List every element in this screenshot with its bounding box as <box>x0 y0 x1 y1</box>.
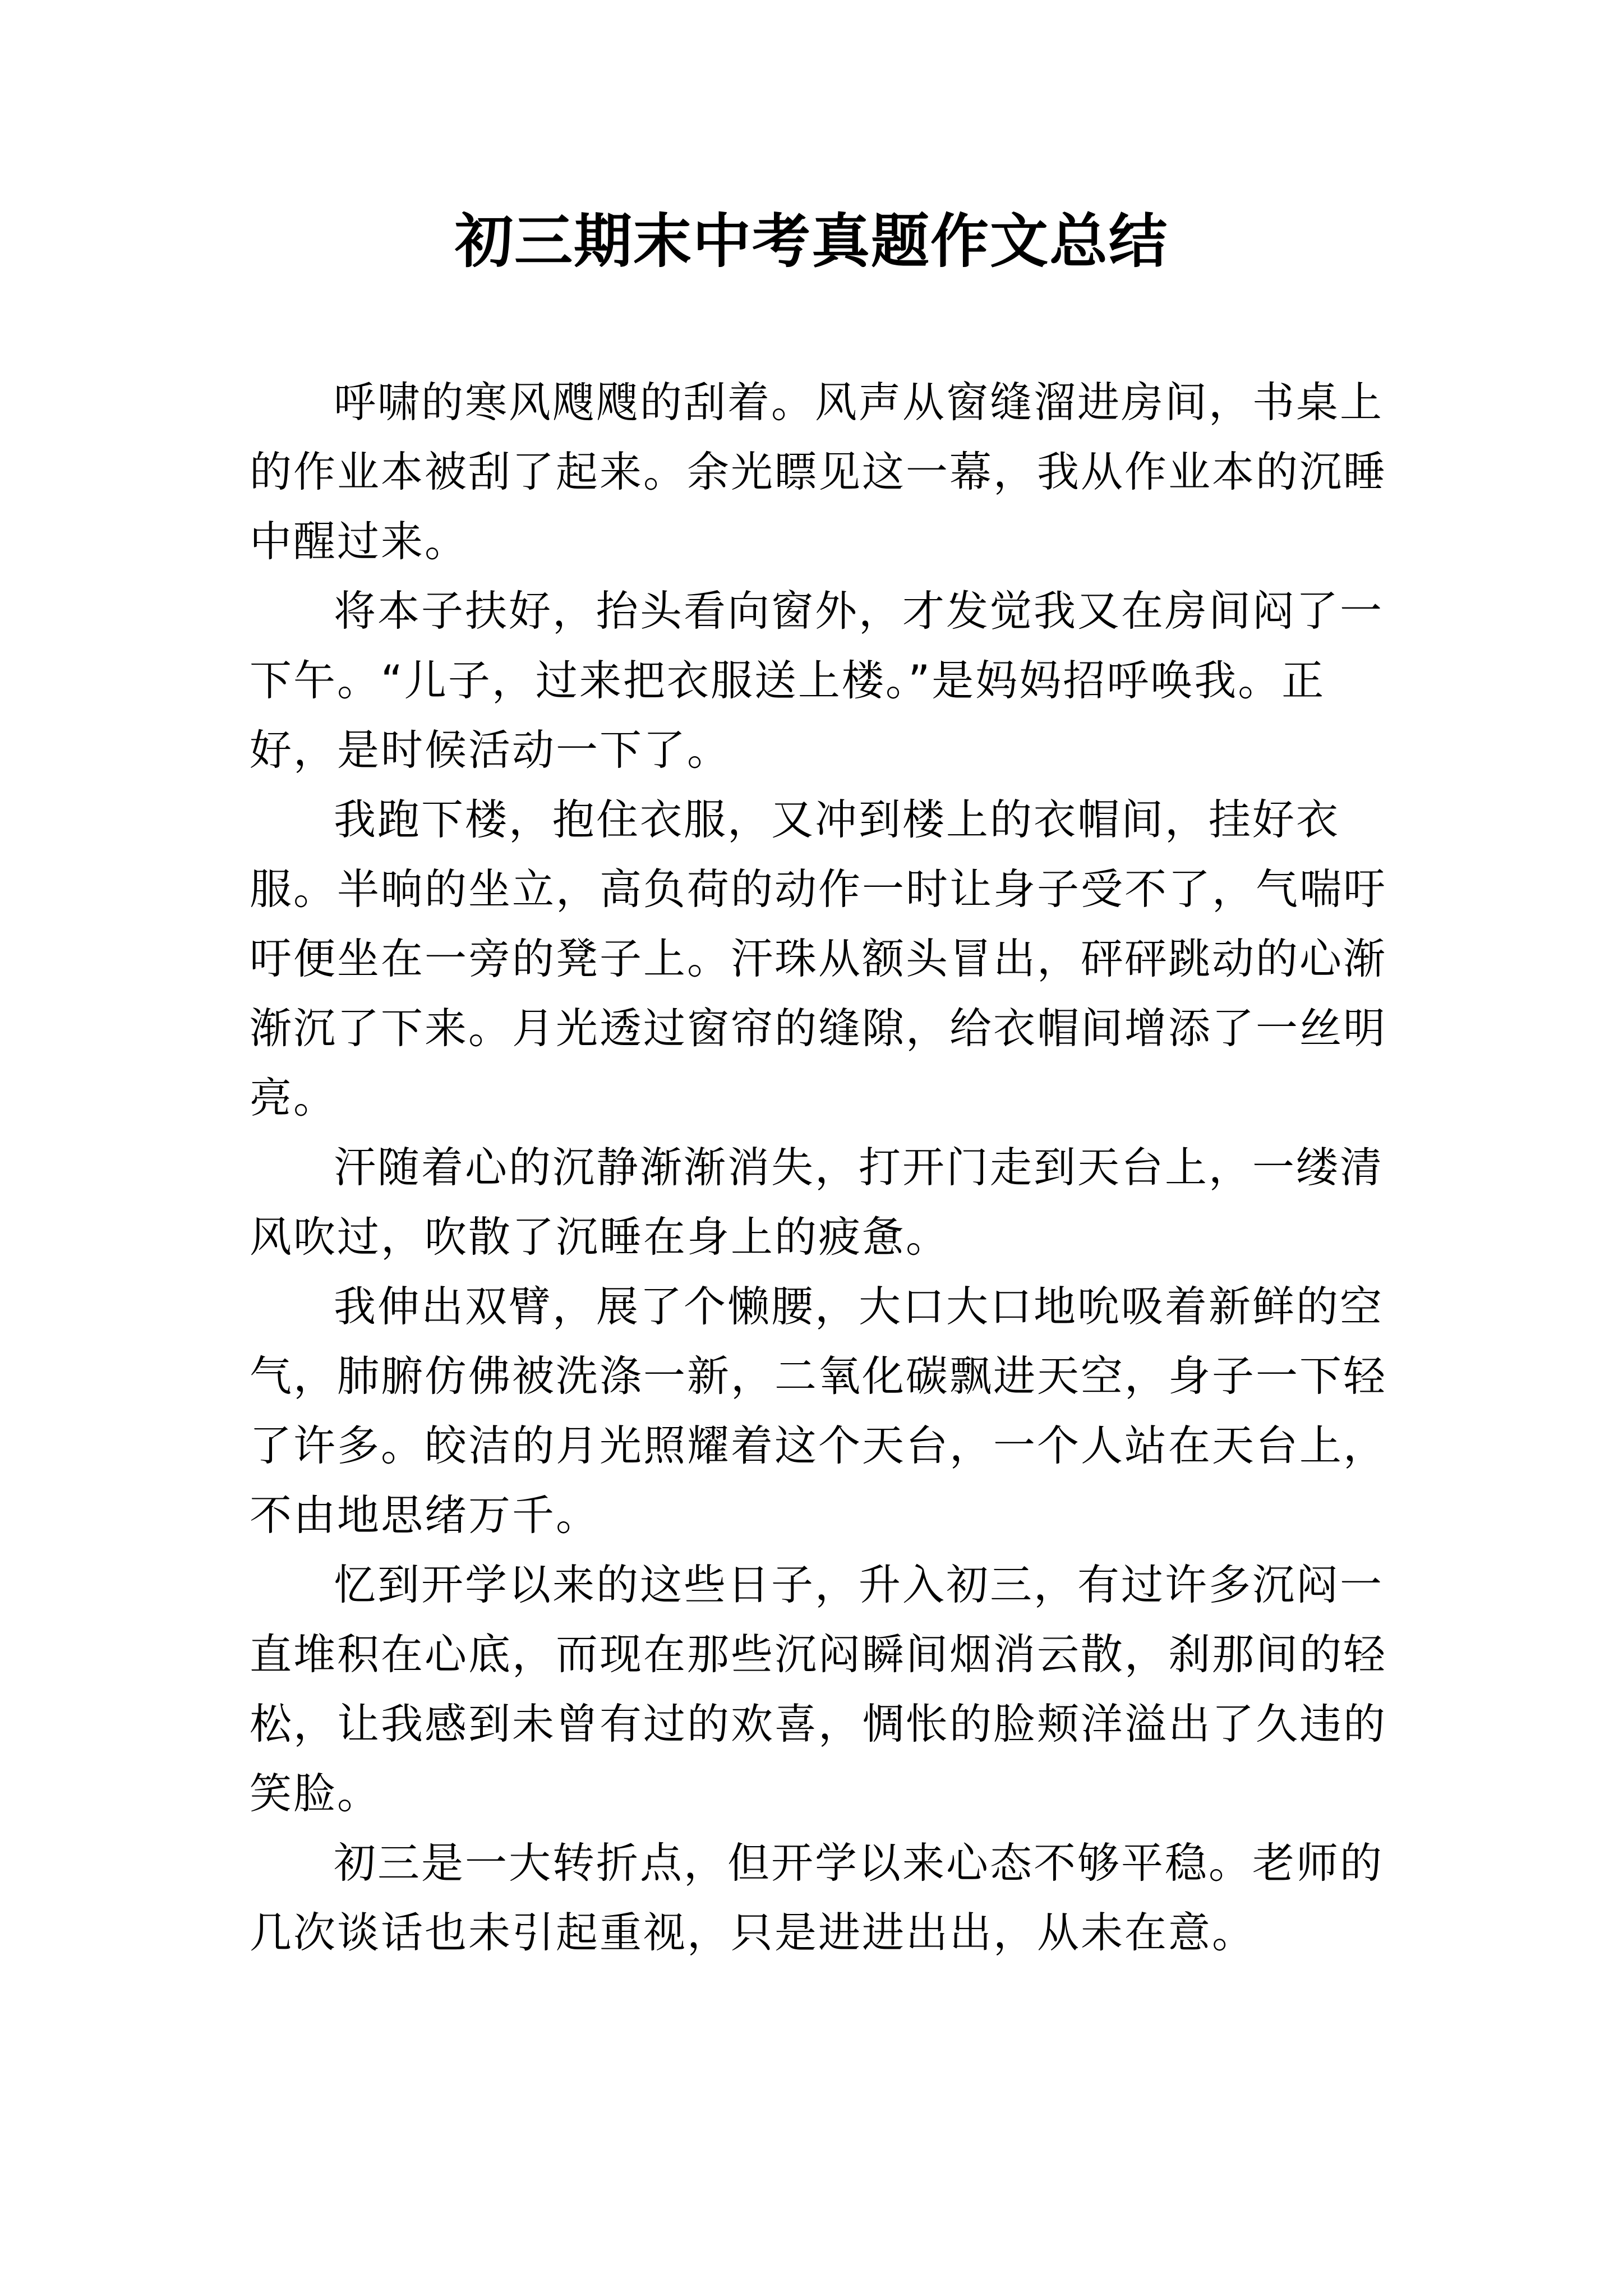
document-title: 初三期末中考真题作文总结 <box>454 206 1168 275</box>
paragraph-3: 我跑下楼，抱住衣服，又冲到楼上的衣帽间，挂好衣服。半晌的坐立，高负荷的动作一时让身子受不了，气喘吁吁便坐在一旁的凳子上。汗珠从额头冒出，砰砰跳动的心渐渐沉了下来。月光透过窗帘的缝隙，给衣帽间增添了一丝明亮。 <box>250 795 1387 1122</box>
paragraph-4: 汗随着心的沉静渐渐消失，打开门走到天台上，一缕清风吹过，吹散了沉睡在身上的疲惫。 <box>250 1143 1384 1262</box>
document-body <box>250 367 1388 1967</box>
paragraph-1: 呼啸的寒风飕飕的刮着。风声从窗缝溜进房间，书桌上的作业本被刮了起来。余光瞟见这一幕，我从作业本的沉睡中醒过来。 <box>250 378 1387 566</box>
paragraph-6: 忆到开学以来的这些日子，升入初三，有过许多沉闷一直堆积在心底，而现在那些沉闷瞬间烟消云散，刹那间的轻松，让我感到未曾有过的欢喜，惆怅的脸颊洋溢出了久违的笑脸。 <box>250 1560 1387 1818</box>
paragraph-2: 将本子扶好，抬头看向窗外，才发觉我又在房间闷了一下午。“儿子，过来把衣服送上楼。”是妈妈招呼唤我。正好，是时候活动一下了。 <box>250 586 1384 775</box>
paragraph-7: 初三是一大转折点，但开学以来心态不够平稳。老师的几次谈话也未引起重视，只是进进出出，从未在意。 <box>250 1838 1384 1957</box>
paragraph-5: 我伸出双臂，展了个懒腰，大口大口地吮吸着新鲜的空气，肺腑仿佛被洗涤一新，二氧化碳飘进天空，身子一下轻了许多。皎洁的月光照耀着这个天台，一个人站在天台上，不由地思绪万千。 <box>250 1282 1387 1540</box>
